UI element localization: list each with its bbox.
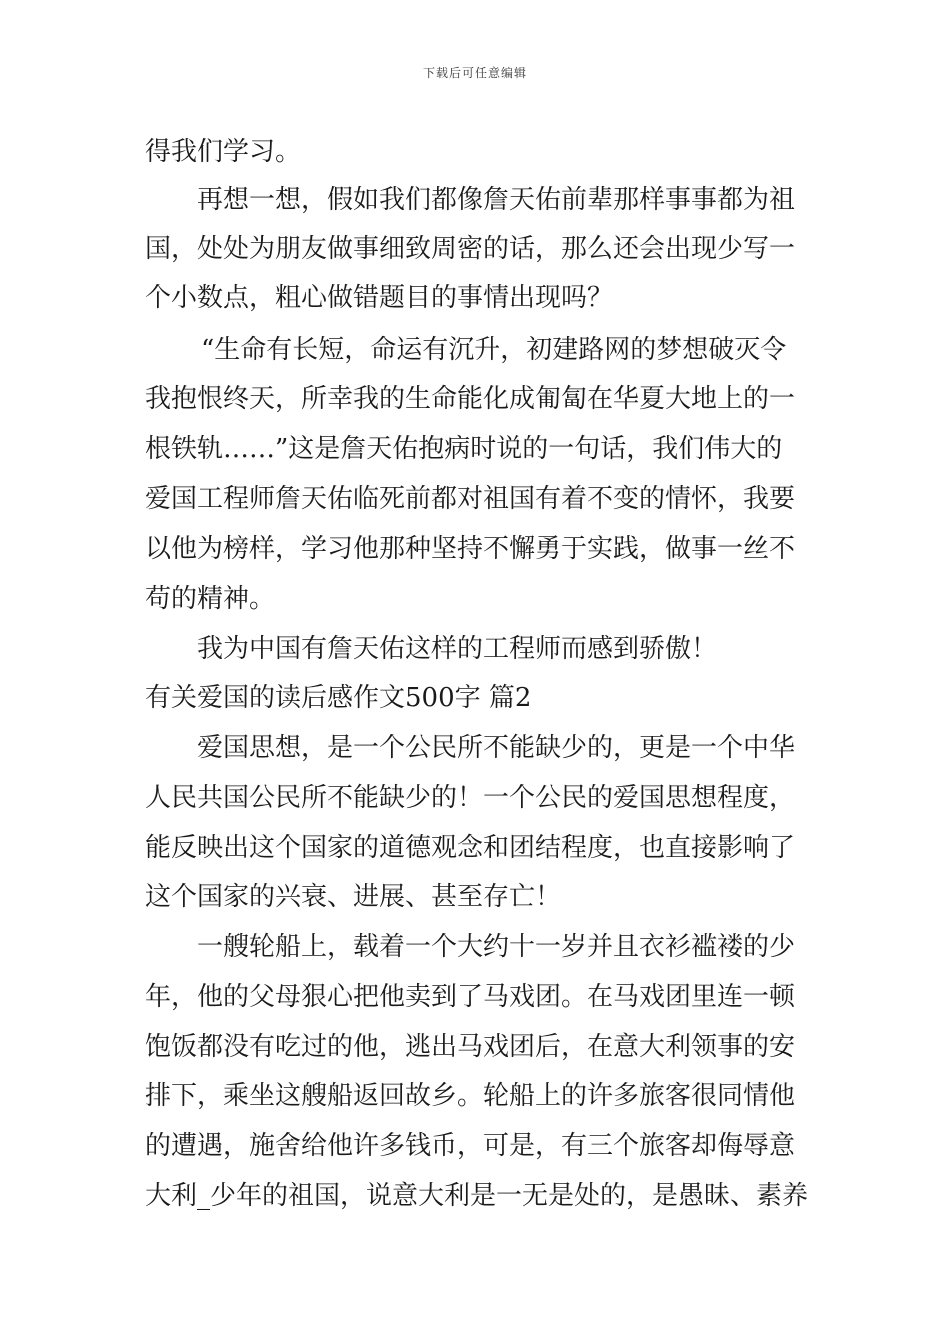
text-line: 再想一想，假如我们都像詹天佑前辈那样事事都为祖: [197, 185, 796, 215]
text-line: 大利_少年的祖国，说意大利是一无是处的，是愚昧、素养: [145, 1181, 809, 1211]
text-line: 苟的精神。: [145, 584, 276, 614]
text-line: 排下，乘坐这艘船返回故乡。轮船上的许多旅客很同情他: [145, 1081, 796, 1111]
text-line: 爱国思想，是一个公民所不能缺少的，更是一个中华: [197, 733, 796, 763]
text-line: 我抱恨终天，所幸我的生命能化成匍匐在华夏大地上的一: [145, 384, 796, 414]
text-line: 以他为榜样，学习他那种坚持不懈勇于实践，做事一丝不: [145, 534, 796, 564]
page-header: 下载后可任意编辑: [422, 66, 527, 80]
text-line: 这个国家的兴衰、进展、甚至存亡！: [145, 882, 562, 912]
text-line: 一艘轮船上，载着一个大约十一岁并且衣衫褴褛的少: [197, 932, 796, 962]
text-line: 个小数点，粗心做错题目的事情出现吗？: [145, 283, 614, 313]
text-line: 国，处处为朋友做事细致周密的话，那么还会出现少写一: [145, 234, 796, 264]
text-line: 能反映出这个国家的道德观念和团结程度，也直接影响了: [145, 833, 796, 863]
text-line: 爱国工程师詹天佑临死前都对祖国有着不变的情怀，我要: [145, 484, 796, 514]
text-line: 根铁轨……”这是詹天佑抱病时说的一句话，我们伟大的: [145, 434, 783, 464]
text-line: 年，他的父母狠心把他卖到了马戏团。在马戏团里连一顿: [145, 982, 796, 1012]
text-line: “生命有长短，命运有沉升，初建路网的梦想破灭令: [201, 335, 787, 365]
text-line: 得我们学习。: [145, 137, 302, 167]
text-line: 饱饭都没有吃过的他，逃出马戏团后，在意大利领事的安: [145, 1032, 796, 1062]
text-line: 我为中国有詹天佑这样的工程师而感到骄傲！: [197, 634, 718, 664]
text-line: 的遭遇，施舍给他许多钱币，可是，有三个旅客却侮辱意: [145, 1131, 796, 1161]
section-heading: 有关爱国的读后感作文500字 篇2: [145, 683, 532, 713]
text-line: 人民共国公民所不能缺少的！一个公民的爱国思想程度，: [145, 783, 796, 813]
